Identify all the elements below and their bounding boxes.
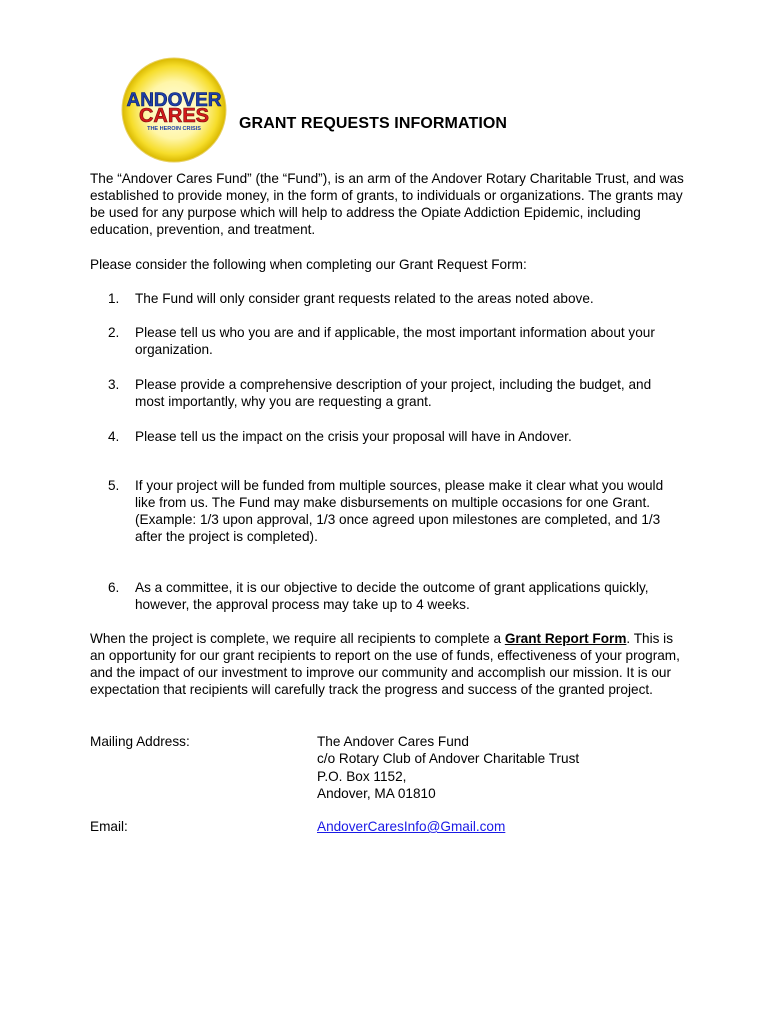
email-label: Email:: [90, 819, 128, 834]
address-line: P.O. Box 1152,: [317, 768, 407, 784]
completion-text-after: . This is an opportunity for our grant recipients to report on the use of funds, effectiveness of your program, and the impact of our investment to improve our community and accomplish our mission. It is our expectation that recipients will carefully track the progress and success of the granted project.: [90, 631, 680, 697]
list-number: 6.: [108, 580, 120, 595]
completion-paragraph: [90, 630, 682, 698]
mailing-address: [317, 733, 647, 802]
list-text: The Fund will only consider grant requests related to the areas noted above.: [135, 291, 594, 306]
logo-text-tagline: THE HEROIN CRISIS: [147, 126, 201, 132]
intro-paragraph: The “Andover Cares Fund” (the “Fund”), is an arm of the Andover Rotary Charitable Trust, and was established to provide money, in the form of grants, to individuals or organizations. The grants may be used for any purpose which will help to address the Opiate Addiction Epidemic, including education, prevention, and treatment.: [90, 171, 684, 237]
list-number: 3.: [108, 377, 120, 392]
email-link[interactable]: AndoverCaresInfo@Gmail.com: [317, 819, 506, 834]
list-item: [108, 324, 668, 358]
list-text: As a committee, it is our objective to decide the outcome of grant applications quickly, however, the approval process may take up to 4 weeks.: [135, 580, 649, 612]
list-number: 1.: [108, 291, 120, 306]
andover-cares-logo: [120, 56, 228, 164]
mailing-address-label: Mailing Address:: [90, 734, 190, 749]
list-item: [108, 290, 668, 307]
list-text: Please tell us who you are and if applicable, the most important information about your organization.: [135, 325, 655, 357]
list-number: 2.: [108, 325, 120, 340]
list-item: [108, 477, 668, 545]
consider-paragraph: Please consider the following when completing our Grant Request Form:: [90, 257, 527, 272]
list-item: [108, 376, 668, 410]
logo-text-cares: CARES: [138, 105, 210, 127]
page-title: GRANT REQUESTS INFORMATION: [239, 115, 508, 132]
list-text: Please provide a comprehensive description of your project, including the budget, and most importantly, why you are requesting a grant.: [135, 377, 652, 409]
list-item: [108, 579, 668, 613]
completion-text-before: When the project is complete, we require all recipients to complete a: [90, 631, 505, 646]
address-line: The Andover Cares Fund: [317, 734, 469, 749]
address-line: c/o Rotary Club of Andover Charitable Trust: [317, 751, 580, 767]
list-text: Please tell us the impact on the crisis your proposal will have in Andover.: [135, 429, 572, 444]
list-number: 4.: [108, 429, 120, 444]
grant-report-form-link[interactable]: Grant Report Form: [504, 631, 627, 646]
address-line: Andover, MA 01810: [317, 785, 436, 801]
list-item: [108, 428, 668, 445]
list-text: If your project will be funded from multiple sources, please make it clear what you would like from us. The Fund may make disbursements on multiple occasions for one Grant. (Example: 1/3 upon approval, 1/3 once agreed upon milestones are completed, and 1/3 after the project is completed).: [135, 478, 664, 544]
list-number: 5.: [108, 478, 120, 493]
logo-text-andover: ANDOVER: [126, 90, 222, 111]
logo-graphic: [120, 56, 228, 164]
